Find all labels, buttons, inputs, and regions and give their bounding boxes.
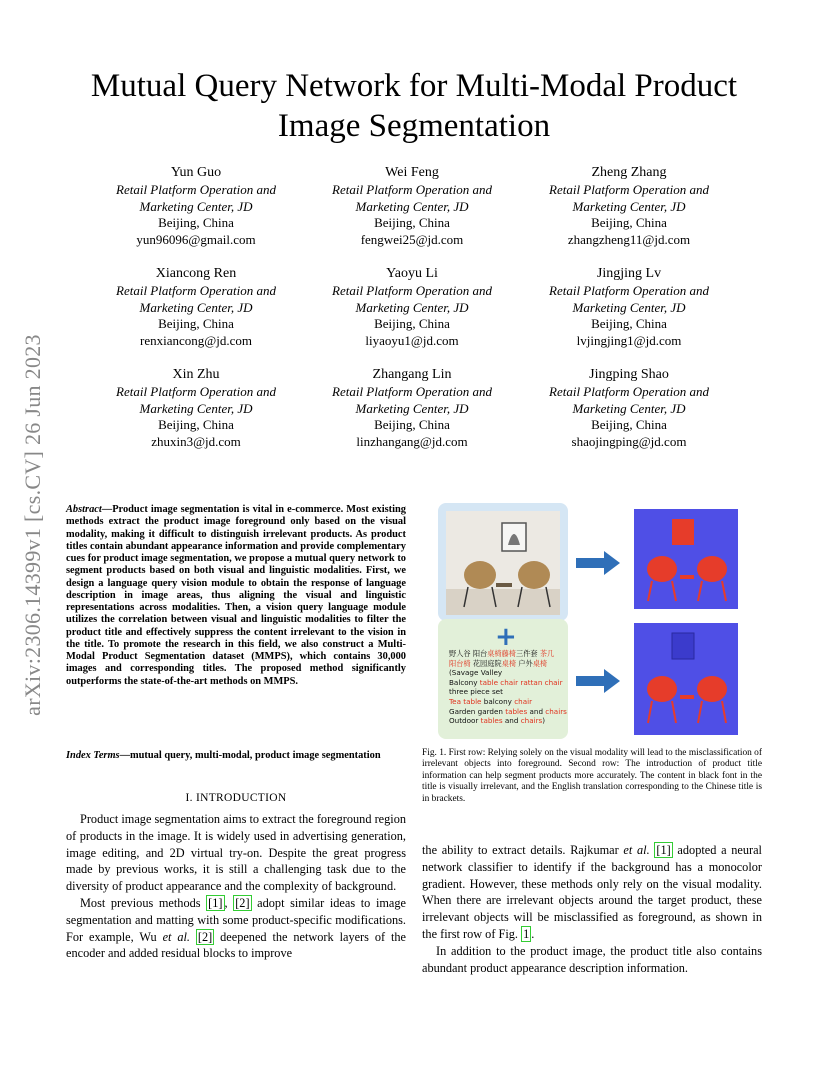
title-run-highlight: 阳台椅 (449, 658, 471, 668)
segmentation-result-multimodal (634, 623, 738, 735)
author-affiliation: Retail Platform Operation and (549, 181, 709, 197)
title-run-highlight: tables (505, 706, 528, 716)
author-location: Beijing, China (158, 417, 234, 433)
author-block (524, 165, 734, 249)
author-name: Zhangang Lin (372, 367, 452, 382)
author-affiliation: Retail Platform Operation and (332, 383, 492, 399)
author-name: Jingjing Lv (596, 266, 662, 281)
author-location: Beijing, China (158, 215, 234, 231)
index-terms (66, 750, 406, 762)
title-run: and (527, 706, 546, 716)
citation-link[interactable]: [1] (656, 843, 671, 857)
title-run-highlight: 桌椅 (532, 658, 548, 668)
etal: et al. (623, 843, 650, 857)
author-block (524, 266, 734, 350)
abstract (66, 504, 406, 688)
author-location: Beijing, China (591, 215, 667, 231)
title-run-highlight: 桌椅 (501, 658, 517, 668)
author-block (307, 165, 517, 249)
author-affiliation: Retail Platform Operation and (116, 383, 276, 399)
author-affiliation: Marketing Center, JD (139, 299, 253, 315)
arxiv-stamp (19, 290, 47, 760)
product-title-text (449, 649, 567, 726)
intro-right-column (422, 842, 762, 976)
title-run: Garden garden (449, 706, 506, 716)
author-name: Zheng Zhang (591, 165, 667, 180)
title-run-highlight: Tea table (449, 696, 482, 706)
author-email[interactable]: linzhangang@jd.com (356, 434, 468, 450)
title-line: (Savage Valley (449, 668, 503, 678)
arxiv-stamp-text: arXiv:2306.14399v1 [cs.CV] 26 Jun 2023 (20, 334, 45, 716)
author-affiliation: Retail Platform Operation and (549, 383, 709, 399)
text-run: . (531, 926, 535, 941)
paper-title: Mutual Query Network for Multi-Modal Product Image Segmentation (90, 68, 738, 144)
author-affiliation: Retail Platform Operation and (332, 282, 492, 298)
author-location: Beijing, China (591, 316, 667, 332)
text-run: deepened the network layers of the encoder and added residual blocks to improve (66, 929, 407, 961)
title-run-highlight: chairs (545, 706, 567, 716)
intro-paragraph-2 (66, 895, 406, 962)
title-run-highlight: chair (514, 696, 533, 706)
author-block (524, 367, 734, 451)
title-run-highlight: 茶几 (539, 649, 555, 658)
etal: et al. (162, 929, 190, 944)
author-name: Jingping Shao (589, 367, 669, 382)
title-run: and (502, 716, 521, 726)
author-affiliation: Marketing Center, JD (572, 299, 686, 315)
author-name: Yaoyu Li (386, 266, 438, 281)
text-run: , (224, 895, 234, 910)
author-name: Wei Feng (385, 165, 439, 180)
text-run: Most previous methods (80, 895, 207, 910)
author-location: Beijing, China (374, 316, 450, 332)
citation-link[interactable]: [2] (235, 895, 250, 910)
arrow-icon (576, 669, 620, 693)
arrow-icon (576, 551, 620, 575)
author-affiliation: Retail Platform Operation and (116, 181, 276, 197)
segmentation-result-visual (634, 509, 738, 609)
text-run: adopted a neural network classifier to identify if the background has a monocolor gradient. However, these methods only rely on the visual modality. When there are irrelevant objects around the target product, these irrelevant objects will be misclassified as foreground, as shown in the first row of Fig. (422, 843, 762, 941)
author-email[interactable]: fengwei25@jd.com (360, 232, 464, 248)
author-location: Beijing, China (158, 316, 234, 332)
author-affiliation: Marketing Center, JD (355, 299, 469, 315)
figure-link[interactable]: 1 (523, 926, 530, 941)
index-terms-text: —mutual query, multi-modal, product image segmentation (119, 750, 381, 761)
abstract-text: —Product image segmentation is vital in e-commerce. Most existing methods extract the product image foreground only based on the visual modality, making it difficult to distinguish irrelevant products. As product titles contain abundant appearance information and provide complementary cues for product image segmentation, we propose a mutual query network to segment products based on both visual and linguistic modalities. First, we design a language query vision module to obtain the response of language description in image areas, thus aligning the visual and linguistic representations across modalities. Then, a vision query language module utilizes the correlation between visual and linguistic modalities to filter the product title and effectively suppress the content irrelevant to the vision in the title. To promote the research in this field, we also construct a Multi-Modal Product Segmentation dataset (MMPS), which contains 30,000 images and corresponding titles. The proposed method significantly outperforms the state-of-the-art methods on MMPS. (66, 504, 406, 687)
author-name: Xin Zhu (172, 367, 220, 382)
author-location: Beijing, China (374, 215, 450, 231)
author-block (91, 266, 301, 350)
input-photo (446, 511, 560, 615)
author-block (91, 367, 301, 451)
figure-1 (438, 503, 750, 739)
author-email[interactable]: renxiancong@jd.com (140, 333, 252, 349)
author-email[interactable]: liyaoyu1@jd.com (365, 333, 459, 349)
title-run: 花园庭院 (470, 658, 502, 668)
author-affiliation: Retail Platform Operation and (116, 282, 276, 298)
figure-caption: Fig. 1. First row: Relying solely on the visual modality will lead to the misclassification of irrelevant objects into foreground. Second row: The introduction of product title information can help segment products more accurately. The content in black font in the title is visually irrelevant, and the English translation corresponding to the Chinese title is in brackets. (422, 748, 762, 804)
title-run-highlight: 桌椅藤椅 (487, 649, 516, 658)
text-run (190, 930, 196, 944)
author-affiliation: Marketing Center, JD (355, 400, 469, 416)
author-affiliation: Marketing Center, JD (139, 400, 253, 416)
intro-paragraph-4: In addition to the product image, the product title also contains abundant product appearance description information. (422, 943, 762, 975)
title-run: Balcony (449, 677, 480, 687)
title-run-highlight: table chair rattan chair (479, 677, 563, 687)
author-location: Beijing, China (591, 417, 667, 433)
index-terms-label: Index Terms (66, 750, 120, 761)
author-name: Xiancong Ren (155, 266, 237, 281)
author-affiliation: Marketing Center, JD (572, 400, 686, 416)
author-block (307, 266, 517, 350)
title-run: Outdoor (449, 716, 481, 726)
author-block (91, 165, 301, 249)
author-location: Beijing, China (374, 417, 450, 433)
author-email[interactable]: yun96096@gmail.com (136, 232, 256, 248)
title-run-highlight: chairs (520, 716, 543, 726)
author-block (307, 367, 517, 451)
author-email[interactable]: lvjingjing1@jd.com (576, 333, 682, 349)
citation-link[interactable]: [2] (197, 929, 213, 944)
title-run: 户外 (516, 658, 533, 668)
text-run: adopt similar ideas to image segmentation and matting with some product-specific modifications. For example, Wu (66, 895, 406, 944)
citation-link[interactable]: [1] (208, 895, 223, 910)
intro-paragraph-1: Product image segmentation aims to extract the foreground region of products in the image. It is widely used in advertising generation, image editing, and 2D virtual try-on. Despite the great progress made by previous works, it is still a challenging task due to the diversity of product appearance and the complexity of background. (66, 812, 406, 894)
title-run: 三件套 (516, 649, 540, 658)
plus-icon: + (495, 622, 517, 652)
section-heading: I. INTRODUCTION (185, 792, 287, 804)
title-line: three piece set (449, 687, 503, 697)
author-affiliation: Retail Platform Operation and (332, 181, 492, 197)
author-email[interactable]: shaojingping@jd.com (571, 434, 687, 450)
title-run: balcony (481, 696, 515, 706)
title-run: ) (542, 716, 546, 726)
text-run: the ability to extract details. Rajkumar (422, 843, 624, 857)
author-email[interactable]: zhuxin3@jd.com (151, 434, 241, 450)
title-run-highlight: tables (480, 716, 503, 726)
author-affiliation: Marketing Center, JD (139, 198, 253, 214)
intro-left-column (66, 811, 406, 962)
author-affiliation: Marketing Center, JD (572, 198, 686, 214)
author-affiliation: Marketing Center, JD (355, 198, 469, 214)
author-name: Yun Guo (170, 165, 222, 180)
intro-paragraph-3 (422, 842, 762, 943)
title-run: 野人谷 阳台 (449, 649, 488, 658)
author-affiliation: Retail Platform Operation and (549, 282, 709, 298)
abstract-label: Abstract (66, 504, 102, 515)
author-email[interactable]: zhangzheng11@jd.com (567, 232, 691, 248)
